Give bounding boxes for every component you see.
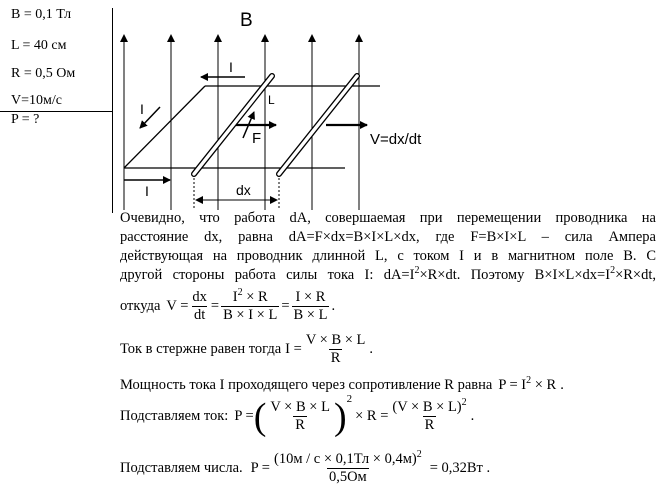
current-formula-row: Ток в стержне равен тогда I = $\frac{V \times B \times L}{R}$ . — [120, 332, 374, 366]
fraction-vbl-r-squared: $\frac{V \times B \times L}{R}$ — [270, 399, 330, 433]
current-text: Ток в стержне равен тогда — [120, 341, 282, 357]
fraction-ir-bl: $\frac{I \times R}{B \times L}$ — [293, 289, 328, 323]
text-line-2: расстояние dx, равна dA=F×dx=B×I×L×dx, где F=B×I×L – сила Ампера — [120, 229, 656, 245]
velocity-formula-row: откуда V = $\frac{dx}{dt}$ = $\frac{I^2 \times R}{B \times I \times L}$ = $\frac{I \times R}{B \times L}$ . — [120, 287, 336, 323]
numeric-result: = 0,32Вт . — [429, 460, 491, 476]
fraction-vbl-r: $\frac{V \times B \times L}{R}$ — [305, 332, 366, 366]
power-row: Мощность тока I проходящего через сопротивление R равна $P = I^2 \times R$ . — [120, 375, 564, 393]
given-b: B = 0,1 Тл — [11, 7, 72, 22]
fraction-vbl2-r: $\frac{(V \times B \times L)^2}{R}$ — [392, 397, 467, 433]
current-arrows — [124, 77, 254, 180]
numbers-row: Подставляем числа. P = $\frac{(10м / с \times 0,1Тл \times 0,4м)^2}{0,5Ом}$ = 0,32Вт . — [120, 449, 491, 485]
find-p: P = ? — [11, 112, 40, 127]
text-line-4: другой стороны работа силы тока I: $dA=I^2\times R\times dt$. Поэтому $B\times I\times L\times dx=I^2\times R\times dt$, — [120, 265, 656, 283]
text-line-3: действующая на проводник длинной L, с током I и в магнитном поле B. С — [120, 248, 656, 264]
current-label-top: I — [229, 59, 233, 75]
otkuda-text: откуда — [120, 298, 161, 314]
power-formula: $P = I^2 \times R$ — [498, 375, 557, 393]
current-label-bottom: I — [145, 183, 149, 199]
velocity-label: V=dx/dt — [370, 131, 422, 148]
fraction-numeric: $\frac{(10м / с \times 0,1Тл \times 0,4м)^2}{0,5Ом}$ — [274, 449, 422, 485]
displacement-label: dx — [236, 182, 251, 198]
given-r: R = 0,5 Ом — [11, 66, 76, 81]
fraction-i2r-bil: $\frac{I^2 \times R}{B \times I \times L}$ — [223, 287, 278, 323]
substitution-row: Подставляем ток: P = ( $\frac{V \times B \times L}{R}$ ) 2 × R = $\frac{(V \times B \times L)^2}{R}$ . — [120, 392, 475, 438]
field-label: B — [240, 10, 253, 31]
substitution-text: Подставляем ток: — [120, 408, 229, 424]
current-label-left: I — [140, 101, 144, 117]
power-text: Мощность тока I проходящего через сопротивление R равна — [120, 377, 493, 393]
given-v: V=10м/с — [11, 93, 62, 108]
numbers-text: Подставляем числа. — [120, 460, 243, 476]
length-label: L — [268, 93, 275, 107]
force-label: F — [252, 130, 262, 147]
given-divider-horizontal — [0, 111, 113, 112]
rails-diagram — [115, 0, 445, 212]
text-line-1: Очевидно, что работа dA, совершаемая при перемещении проводника на — [120, 210, 656, 226]
fraction-dx-dt: $\frac{dx}{dt}$ — [192, 289, 207, 323]
given-l: L = 40 см — [11, 38, 67, 53]
velocity-lhs: V = — [166, 298, 189, 314]
